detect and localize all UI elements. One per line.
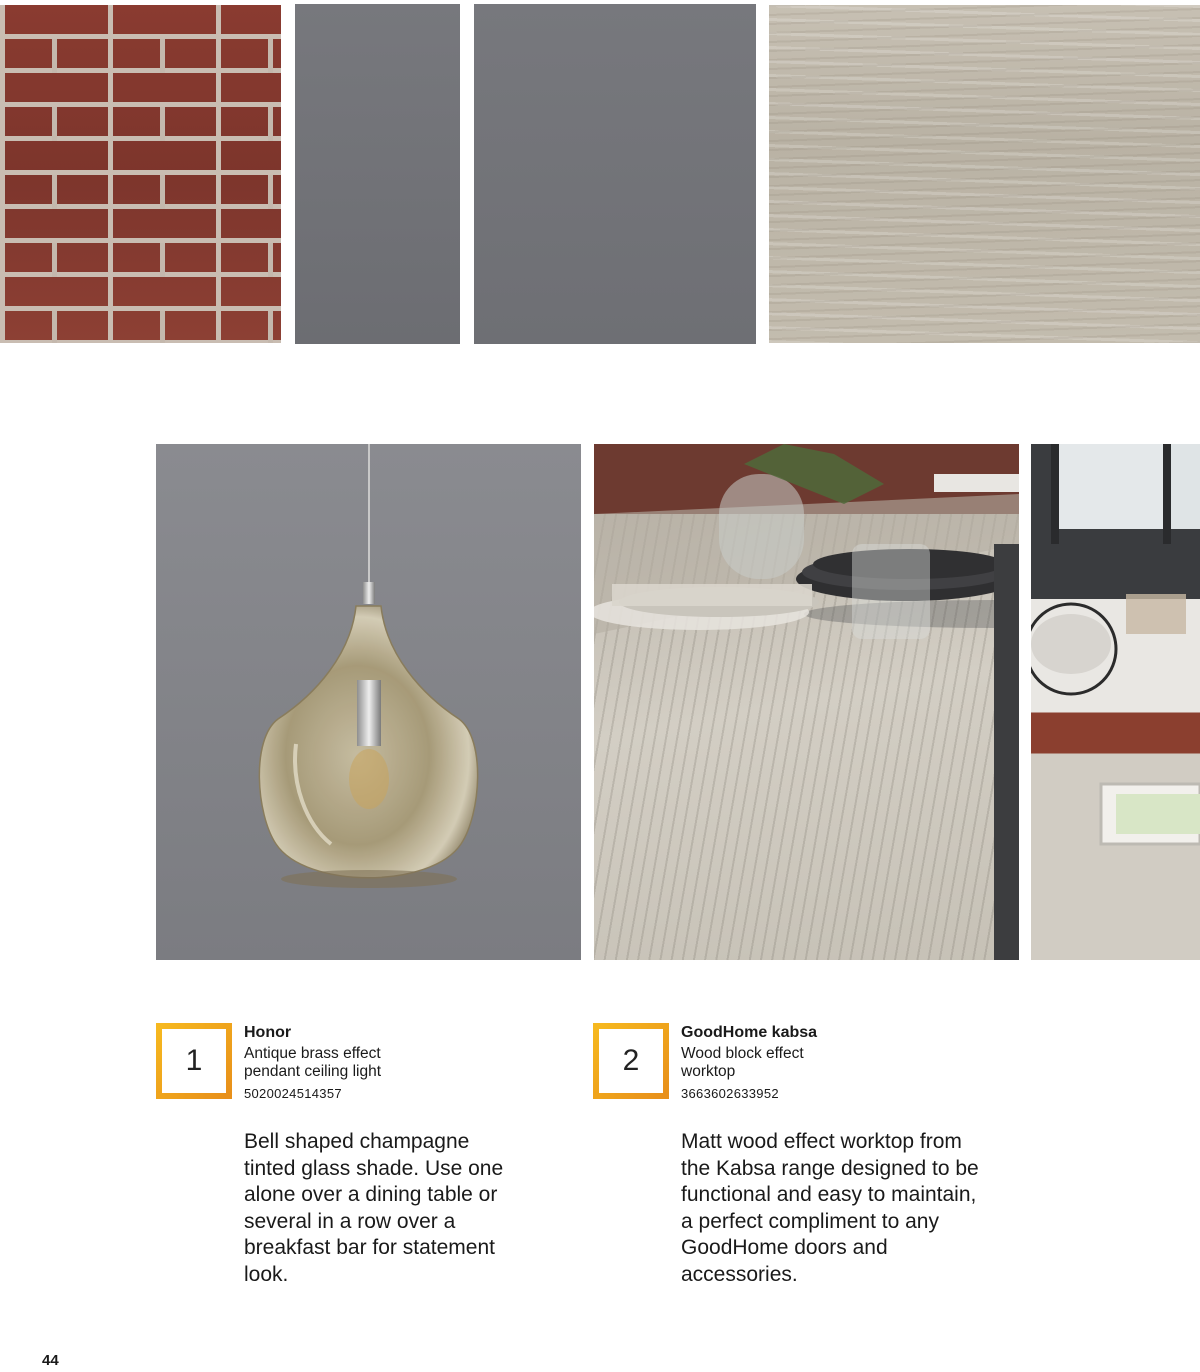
product-name: Honor (244, 1024, 292, 1041)
product-number-badge (593, 1023, 669, 1099)
product-body-text: Matt wood effect worktop from the Kabsa range designed to be functional and easy to maintain, a perfect compliment to any GoodHome doors and accessories. (681, 1130, 979, 1286)
grey-panel-swatch-wide (474, 4, 756, 344)
product-body-text: Bell shaped champagne tinted glass shade. Use one alone over a dining table or several in a row over a breakfast bar for statement look. (244, 1130, 504, 1286)
wood-swatch (769, 5, 1200, 343)
product-description: Wood block effect worktop (681, 1045, 804, 1080)
product-code: 5020024514357 (244, 1086, 342, 1101)
page-number: 44 (42, 1352, 59, 1369)
worktop-illustration (594, 444, 1019, 960)
kitchen-sink-photo (1031, 444, 1200, 960)
kitchen-sink-illustration (1031, 444, 1200, 960)
worktop-photo (594, 444, 1019, 960)
product-number-badge (156, 1023, 232, 1099)
product-number: 2 (622, 1044, 640, 1077)
brick-swatch (0, 5, 281, 343)
product-description: Antique brass effect pendant ceiling light (244, 1045, 382, 1080)
product-number: 1 (185, 1044, 203, 1077)
product-code: 3663602633952 (681, 1086, 779, 1101)
pendant-light-photo (156, 444, 581, 960)
grey-panel-swatch-narrow (295, 4, 460, 344)
product-name: GoodHome kabsa (681, 1024, 818, 1041)
pendant-light-illustration (156, 444, 581, 960)
